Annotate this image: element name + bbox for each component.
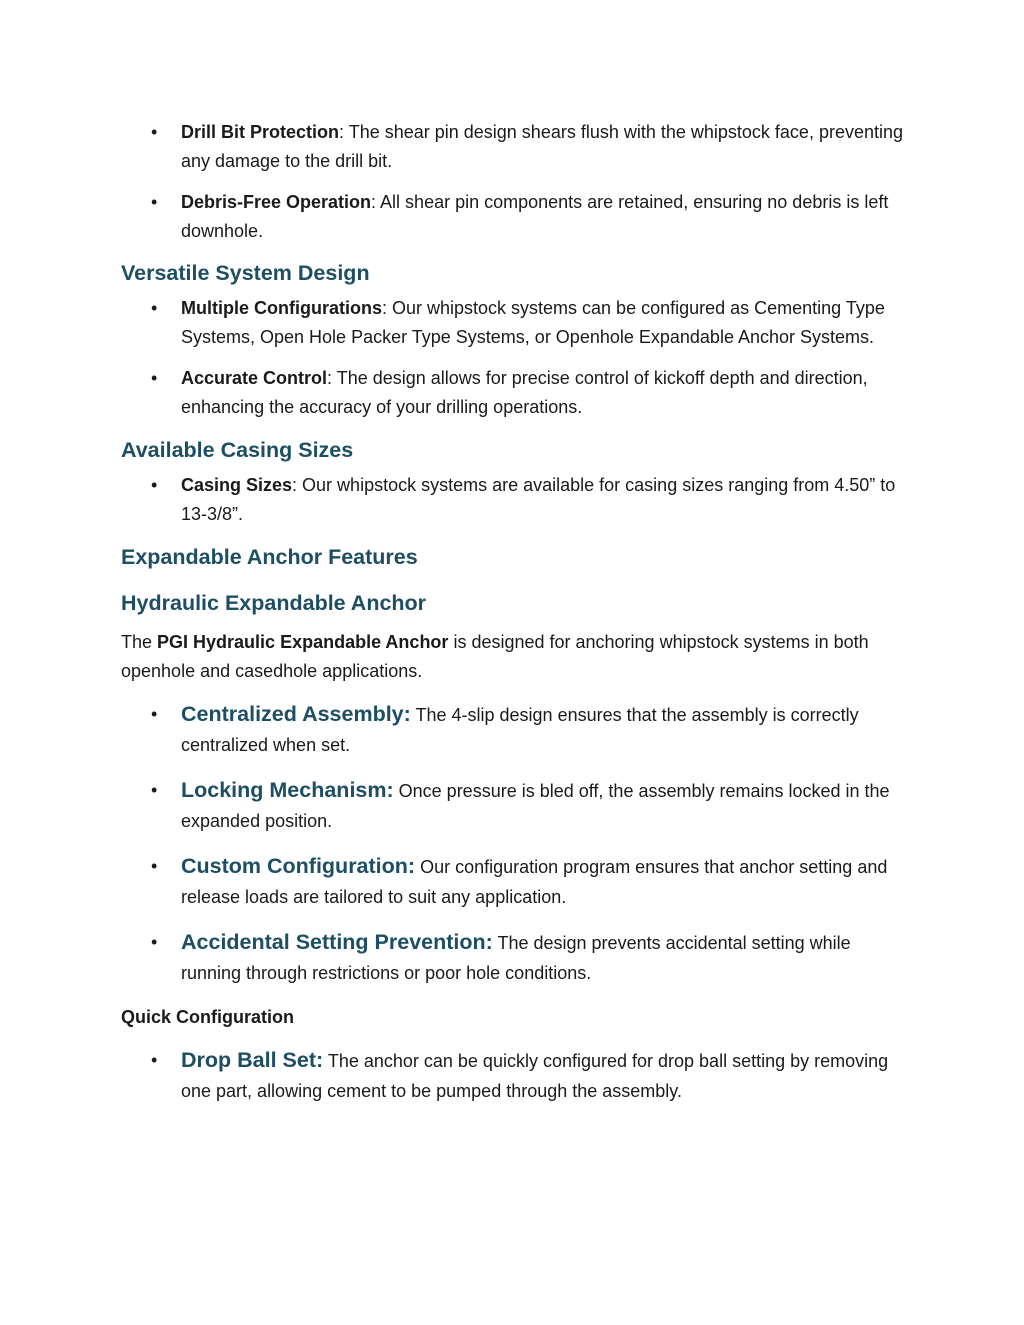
list-item bbox=[121, 775, 911, 836]
list-item bbox=[121, 927, 911, 988]
section-heading-versatile: Versatile System Design bbox=[121, 261, 370, 285]
item-term: Accidental Setting Prevention: bbox=[181, 930, 493, 954]
list-item bbox=[121, 851, 911, 912]
versatile-list bbox=[121, 294, 911, 421]
item-text: The 4-slip design ensures that the assembly is correctly centralized when set. bbox=[181, 705, 859, 755]
subheading-quick-configuration: Quick Configuration bbox=[121, 1007, 294, 1027]
item-term: Locking Mechanism: bbox=[181, 778, 394, 802]
item-term: Centralized Assembly: bbox=[181, 702, 411, 726]
list-item bbox=[121, 294, 911, 351]
intro-before: The bbox=[121, 632, 158, 652]
quick-list bbox=[121, 1045, 911, 1106]
item-text: : Our whipstock systems are available for casing sizes ranging from 4.50” to 13-3/8”. bbox=[181, 475, 896, 524]
item-text: : The shear pin design shears flush with the whipstock face, preventing any damage to the drill bit. bbox=[181, 122, 904, 171]
item-term: Debris-Free Operation bbox=[181, 192, 372, 212]
list-item bbox=[121, 471, 911, 528]
item-text: : The design allows for precise control of kickoff depth and direction, enhancing the accuracy of your drilling operations. bbox=[181, 368, 868, 417]
section-heading-expandable: Expandable Anchor Features bbox=[121, 545, 418, 569]
protection-list bbox=[121, 118, 911, 245]
document-content bbox=[121, 118, 911, 1121]
intro-after: is designed for anchoring whipstock systems in both openhole and casedhole applications. bbox=[121, 632, 869, 681]
list-item bbox=[121, 699, 911, 760]
list-item bbox=[121, 364, 911, 421]
casing-list bbox=[121, 471, 911, 528]
item-text: The anchor can be quickly configured for drop ball setting by removing one part, allowing cement to be pumped through the assembly. bbox=[181, 1051, 889, 1101]
list-item bbox=[121, 118, 911, 175]
list-item bbox=[121, 188, 911, 245]
item-term: Drop Ball Set: bbox=[181, 1048, 324, 1072]
item-term: Accurate Control bbox=[181, 368, 328, 388]
section-heading-hydraulic: Hydraulic Expandable Anchor bbox=[121, 591, 427, 615]
item-term: Multiple Configurations bbox=[181, 298, 382, 318]
hydraulic-intro bbox=[121, 628, 911, 685]
item-text: : Our whipstock systems can be configured as Cementing Type Systems, Open Hole Packer Type Systems, or Openhole Expandable Anchor Systems. bbox=[181, 298, 885, 347]
hydraulic-list bbox=[121, 699, 911, 988]
section-heading-casing: Available Casing Sizes bbox=[121, 438, 354, 462]
item-text: The design prevents accidental setting while running through restrictions or poor hole conditions. bbox=[181, 933, 851, 983]
item-term: Casing Sizes bbox=[181, 475, 293, 495]
item-text: Once pressure is bled off, the assembly remains locked in the expanded position. bbox=[181, 781, 890, 831]
list-item bbox=[121, 1045, 911, 1106]
item-term: Drill Bit Protection bbox=[181, 122, 340, 142]
intro-bold: PGI Hydraulic Expandable Anchor bbox=[157, 632, 449, 652]
item-term: Custom Configuration: bbox=[181, 854, 416, 878]
item-text: Our configuration program ensures that anchor setting and release loads are tailored to suit any application. bbox=[181, 857, 888, 907]
item-text: : All shear pin components are retained, ensuring no debris is left downhole. bbox=[181, 192, 889, 241]
